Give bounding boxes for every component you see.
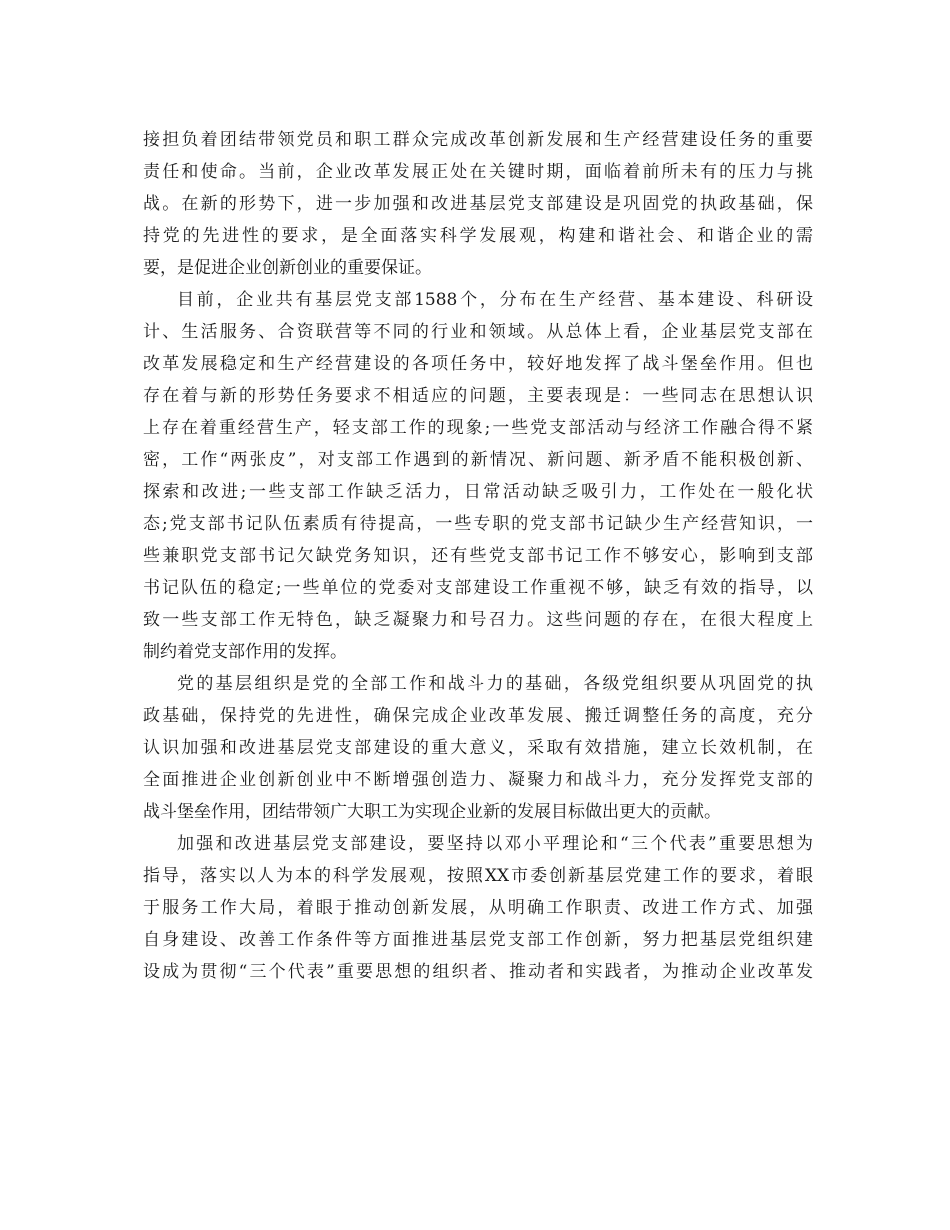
text-line: 加强和改进基层党支部建设，要坚持以邓小平理论和“三个代表”重要思想为 xyxy=(177,834,813,854)
text-line: 于服务工作大局，着眼于推动创新发展，从明确工作职责、改进工作方式、加强 xyxy=(143,898,813,918)
text-line: 密，工作“两张皮”，对支部工作遇到的新情况、新问题、新矛盾不能积极创新、 xyxy=(143,450,813,470)
text-line: 政基础，保持党的先进性，确保完成企业改革发展、搬迁调整任务的高度，充分 xyxy=(143,706,813,726)
text-line: 些兼职党支部书记欠缺党务知识，还有些党支部书记工作不够安心，影响到支部 xyxy=(143,546,813,566)
text-line: 态;党支部书记队伍素质有待提高，一些专职的党支部书记缺少生产经营知识，一 xyxy=(143,514,813,534)
paragraph-4 xyxy=(143,828,813,988)
text-line: 战。在新的形势下，进一步加强和改进基层党支部建设是巩固党的执政基础，保 xyxy=(143,194,813,214)
text-line: 存在着与新的形势任务要求不相适应的问题，主要表现是：一些同志在思想认识 xyxy=(143,386,813,406)
text-line: 自身建设、改善工作条件等方面推进基层党支部工作创新，努力把基层党组织建 xyxy=(143,930,813,950)
text-line: 上存在着重经营生产，轻支部工作的现象;一些党支部活动与经济工作融合得不紧 xyxy=(143,418,813,438)
paragraph-2 xyxy=(143,284,813,668)
text-line: 指导，落实以人为本的科学发展观，按照XX市委创新基层党建工作的要求，着眼 xyxy=(143,866,813,886)
paragraph-1 xyxy=(143,124,813,284)
text-line: 认识加强和改进基层党支部建设的重大意义，采取有效措施，建立长效机制，在 xyxy=(143,738,813,758)
text-line: 书记队伍的稳定;一些单位的党委对支部建设工作重视不够，缺乏有效的指导，以 xyxy=(143,578,813,598)
text-line: 计、生活服务、合资联营等不同的行业和领域。从总体上看，企业基层党支部在 xyxy=(143,322,813,342)
text-line: 责任和使命。当前，企业改革发展正处在关键时期，面临着前所未有的压力与挑 xyxy=(143,162,813,182)
text-line: 致一些支部工作无特色，缺乏凝聚力和号召力。这些问题的存在，在很大程度上 xyxy=(143,610,813,630)
text-line: 制约着党支部作用的发挥。 xyxy=(143,642,347,662)
paragraph-3 xyxy=(143,668,813,828)
text-line: 接担负着团结带领党员和职工群众完成改革创新发展和生产经营建设任务的重要 xyxy=(143,130,813,150)
text-line: 全面推进企业创新创业中不断增强创造力、凝聚力和战斗力，充分发挥党支部的 xyxy=(143,770,813,790)
text-line: 改革发展稳定和生产经营建设的各项任务中，较好地发挥了战斗堡垒作用。但也 xyxy=(143,354,813,374)
text-line: 党的基层组织是党的全部工作和战斗力的基础，各级党组织要从巩固党的执 xyxy=(177,674,813,694)
document-body xyxy=(143,124,813,988)
text-line: 战斗堡垒作用，团结带领广大职工为实现企业新的发展目标做出更大的贡献。 xyxy=(143,802,721,822)
text-line: 探索和改进;一些支部工作缺乏活力，日常活动缺乏吸引力，工作处在一般化状 xyxy=(143,482,813,502)
text-line: 目前，企业共有基层党支部1588个，分布在生产经营、基本建设、科研设 xyxy=(177,290,813,310)
text-line: 设成为贯彻“三个代表”重要思想的组织者、推动者和实践者，为推动企业改革发 xyxy=(143,962,813,982)
text-line: 要，是促进企业创新创业的重要保证。 xyxy=(143,258,432,278)
text-line: 持党的先进性的要求，是全面落实科学发展观，构建和谐社会、和谐企业的需 xyxy=(143,226,813,246)
